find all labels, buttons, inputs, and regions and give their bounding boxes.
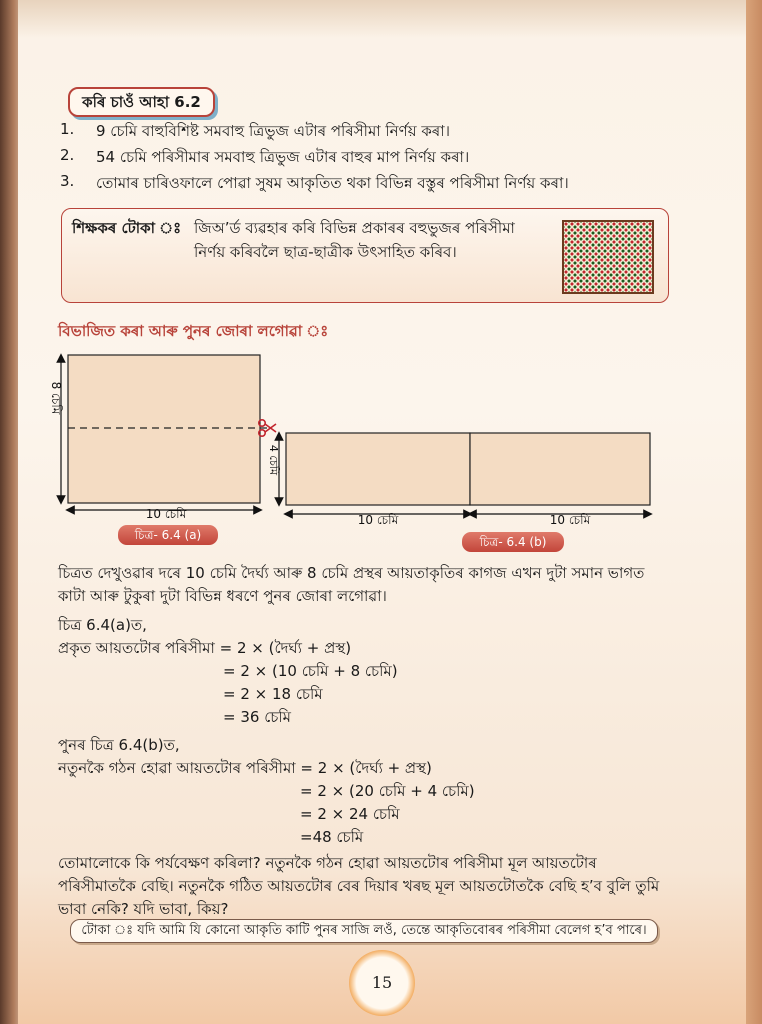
question-3-number: 3.: [60, 172, 75, 190]
question-2-number: 2.: [60, 146, 75, 164]
piece-right: [470, 433, 650, 505]
width-label-b-right: 10 চেমি: [549, 513, 591, 527]
exercise-title: কৰি চাওঁ আহা 6.2: [68, 87, 215, 117]
teacher-note-label: শিক্ষকৰ টোকা ঃ: [72, 219, 182, 237]
piece-left: [286, 433, 470, 505]
calc-b-intro: পুনৰ চিত্ৰ 6.4(b)ত,: [58, 736, 180, 754]
paragraph-2-line-3: ভাবা নেকি? যদি ভাবা, কিয়?: [58, 900, 229, 918]
page-number: 15: [349, 950, 415, 1016]
width-label-b-left: 10 চেমি: [357, 513, 399, 527]
height-label-b: 4 চেমি: [267, 444, 280, 476]
question-3-text: তোমাৰ চাৰিওফালে পোৱা সুষম আকৃতিত থকা বিভিন্ন বস্তুৰ পৰিসীমা নিৰ্ণয় কৰা।: [96, 174, 569, 192]
question-1-text: 9 চেমি বাহুবিশিষ্ট সমবাহু ত্ৰিভুজ এটাৰ পৰিসীমা নিৰ্ণয় কৰা।: [96, 122, 450, 140]
calc-a-step-1: = 2 × (10 চেমি + 8 চেমি): [223, 662, 398, 680]
calc-a-intro: চিত্ৰ 6.4(a)ত,: [58, 616, 147, 634]
width-label-a: 10 চেমি: [145, 507, 187, 521]
calc-a-formula: প্ৰকৃত আয়তটোৰ পৰিসীমা = 2 × (দৈৰ্ঘ্য + প্ৰস্থ): [58, 639, 352, 657]
calc-b-step-1: = 2 × (20 চেমি + 4 চেমি): [300, 782, 475, 800]
paragraph-2-line-1: তোমালোকে কি পৰ্যবেক্ষণ কৰিলা? নতুনকৈ গঠন হোৱা আয়তটোৰ পৰিসীমা মূল আয়তটোৰ: [58, 854, 597, 872]
calc-b-step-2: = 2 × 24 চেমি: [300, 805, 400, 823]
tip-note: টোকা ঃ যদি আমি যি কোনো আকৃতি কাটি পুনৰ সাজি লওঁ, তেন্তে আকৃতিবোৰৰ পৰিসীমা বেলেগ হ’ব পাৰে।: [70, 919, 658, 943]
paragraph-1-line-1: চিত্ৰত দেখুওৱাৰ দৰে 10 চেমি দৈৰ্ঘ্য আৰু 8 চেমি প্ৰস্থৰ আয়তাকৃতিৰ কাগজ এখন দুটা সমান ভাগত: [58, 564, 645, 582]
paragraph-2-line-2: পৰিসীমাতকৈ বেছি। নতুনকৈ গঠিত আয়তটোৰ বেৰ দিয়াৰ খৰছ মূল আয়তটোতকৈ বেছি হ’ব বুলি তুমি: [58, 877, 660, 895]
question-2-text: 54 চেমি পৰিসীমাৰ সমবাহু ত্ৰিভুজ এটাৰ বাহুৰ মাপ নিৰ্ণয় কৰা।: [96, 148, 470, 166]
caption-a: চিত্ৰ- 6.4 (a): [118, 525, 218, 545]
question-1-number: 1.: [60, 120, 75, 138]
original-rectangle: [68, 355, 260, 503]
textbook-page: [18, 0, 746, 1024]
calc-a-step-3: = 36 চেমি: [223, 708, 291, 726]
calc-b-formula: নতুনকৈ গঠন হোৱা আয়তটোৰ পৰিসীমা = 2 × (দৈৰ্ঘ্য + প্ৰস্থ): [58, 759, 432, 777]
calc-b-step-3: =48 চেমি: [300, 828, 364, 846]
height-label-a: 8 চেমি: [49, 381, 63, 415]
teacher-note-line-2: নিৰ্ণয় কৰিবলৈ ছাত্ৰ-ছাত্ৰীক উৎসাহিত কৰিব।: [194, 243, 457, 261]
paragraph-1-line-2: কাটা আৰু টুকুৰা দুটা বিভিন্ন ধৰণে পুনৰ জোৰা লগোৱা।: [58, 587, 387, 605]
teacher-note-line-1: জিঅ’ৰ্ড ব্যৱহাৰ কৰি বিভিন্ন প্ৰকাৰৰ বহুভুজৰ পৰিসীমা: [194, 219, 515, 237]
rectangles-figure: [18, 0, 746, 560]
section-heading: বিভাজিত কৰা আৰু পুনৰ জোৰা লগোৱা ঃ: [58, 322, 329, 340]
caption-b: চিত্ৰ- 6.4 (b): [462, 532, 564, 552]
calc-a-step-2: = 2 × 18 চেমি: [223, 685, 323, 703]
